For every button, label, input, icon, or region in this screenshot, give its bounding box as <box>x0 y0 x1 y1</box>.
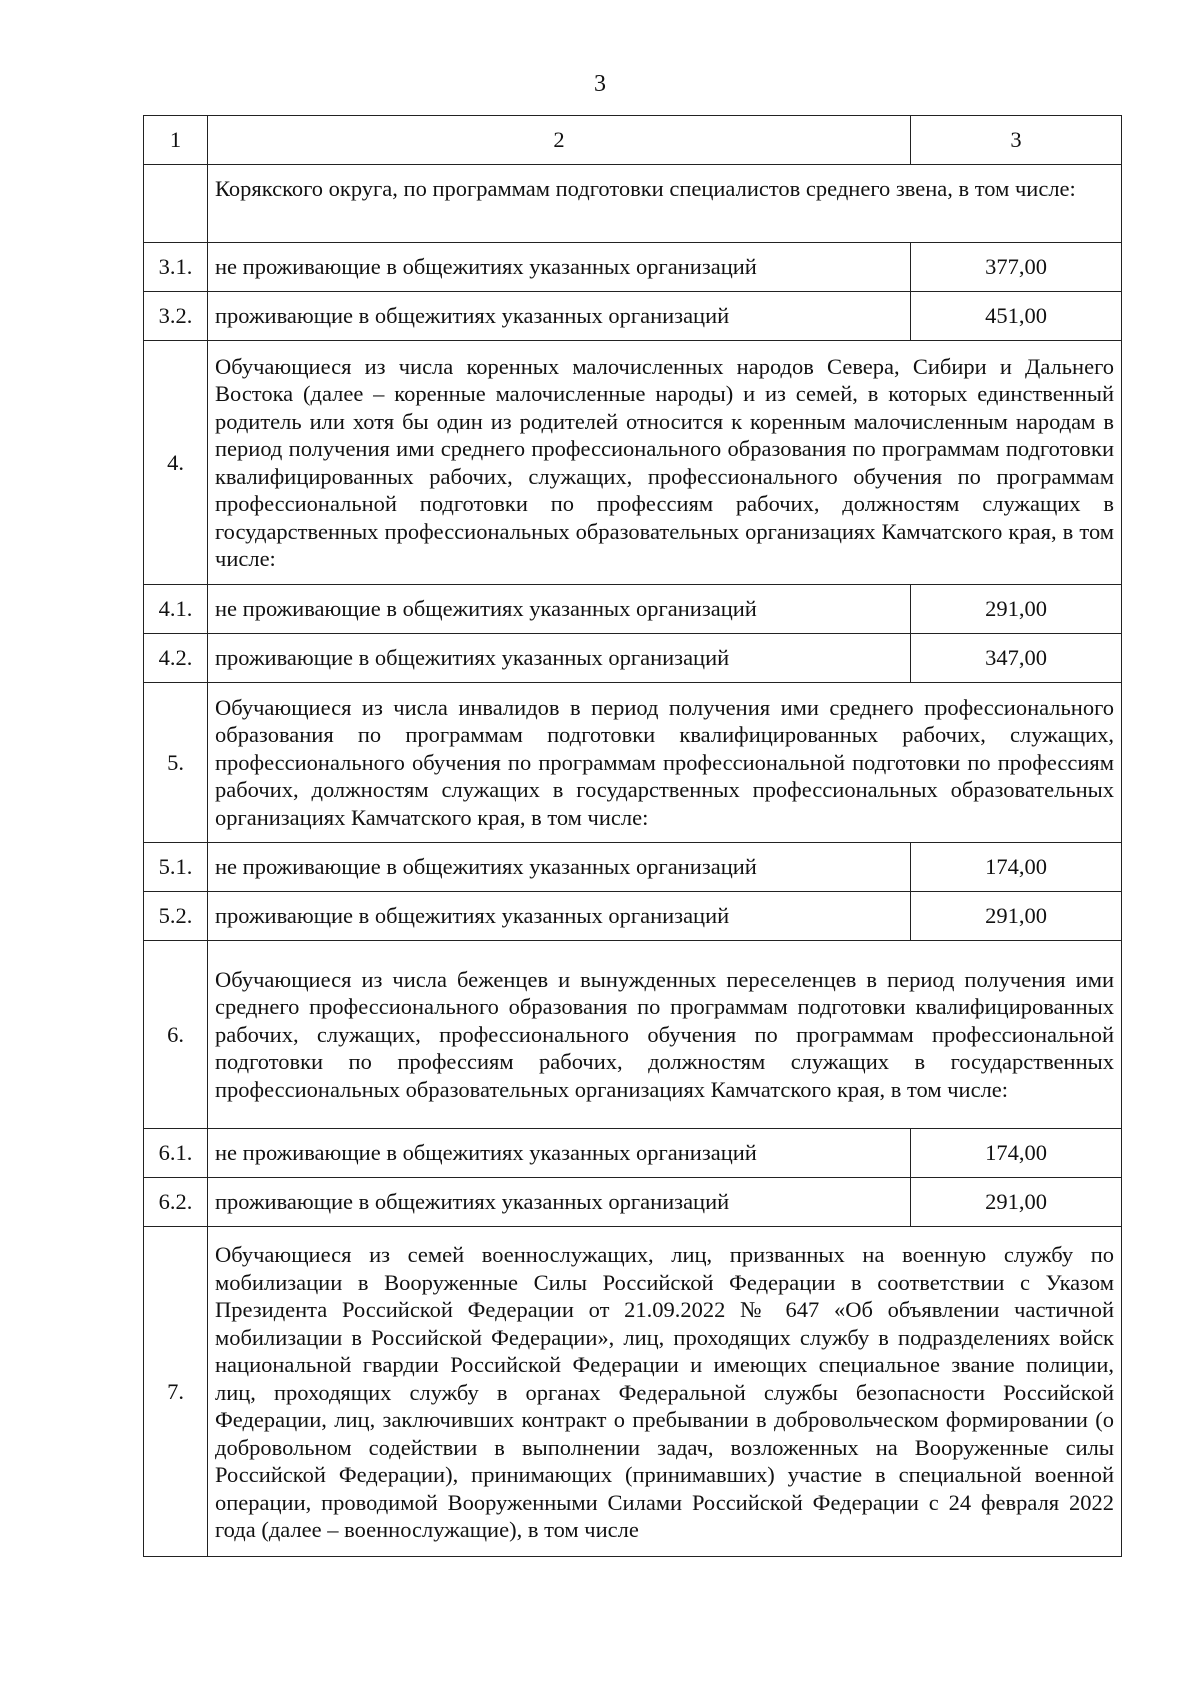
row-text: проживающие в общежитиях указанных организаций <box>208 1178 911 1227</box>
row-text: проживающие в общежитиях указанных организаций <box>208 634 911 683</box>
row-value: 291,00 <box>911 585 1122 634</box>
row-number: 6. <box>144 941 208 1129</box>
row-text: Корякского округа, по программам подготовки специалистов среднего звена, в том числе: <box>208 165 1122 243</box>
table-row <box>144 341 1122 585</box>
table-row <box>144 243 1122 292</box>
row-number: 6.1. <box>144 1129 208 1178</box>
row-number: 4. <box>144 341 208 585</box>
row-value: 347,00 <box>911 634 1122 683</box>
table-row <box>144 1129 1122 1178</box>
row-value: 174,00 <box>911 843 1122 892</box>
column-number-1: 1 <box>144 116 208 165</box>
row-text: не проживающие в общежитиях указанных организаций <box>208 585 911 634</box>
row-text: Обучающиеся из числа беженцев и вынужденных переселенцев в период получения ими среднего профессионального образования по программам подготовки квалифицированных рабочих, служащих, профессионального обучения по программам профессиональной подготовки по профессиям рабочих, должностям служащих в государственных профессиональных образовательных организациях Камчатского края, в том числе: <box>208 941 1122 1129</box>
table-row <box>144 941 1122 1129</box>
table-row <box>144 634 1122 683</box>
row-value: 291,00 <box>911 1178 1122 1227</box>
row-number: 3.1. <box>144 243 208 292</box>
row-number: 5.1. <box>144 843 208 892</box>
row-value: 377,00 <box>911 243 1122 292</box>
row-number: 3.2. <box>144 292 208 341</box>
row-value: 451,00 <box>911 292 1122 341</box>
table-row <box>144 683 1122 843</box>
row-text: не проживающие в общежитиях указанных организаций <box>208 1129 911 1178</box>
table-row <box>144 165 1122 243</box>
row-text: не проживающие в общежитиях указанных организаций <box>208 243 911 292</box>
row-value: 291,00 <box>911 892 1122 941</box>
page-number: 3 <box>594 71 606 97</box>
table-row <box>144 585 1122 634</box>
table-row <box>144 843 1122 892</box>
row-number: 4.2. <box>144 634 208 683</box>
row-number: 7. <box>144 1227 208 1557</box>
benefits-table <box>143 115 1122 1557</box>
row-number: 4.1. <box>144 585 208 634</box>
column-number-3: 3 <box>911 116 1122 165</box>
row-number: 5.2. <box>144 892 208 941</box>
row-text: проживающие в общежитиях указанных организаций <box>208 892 911 941</box>
row-text: Обучающиеся из числа инвалидов в период получения ими среднего профессионального образования по программам подготовки квалифицированных рабочих, служащих, профессионального обучения по программам профессиональной подготовки по профессиям рабочих, должностям служащих в государственных профессиональных образовательных организациях Камчатского края, в том числе: <box>208 683 1122 843</box>
column-number-2: 2 <box>208 116 911 165</box>
row-text: Обучающиеся из семей военнослужащих, лиц, призванных на военную службу по мобилизации в Вооруженные Силы Российской Федерации в соответствии с Указом Президента Российской Федерации от 21.09.2022 № 647 «Об объявлении частичной мобилизации в Российской Федерации», лиц, проходящих службу в подразделениях войск национальной гвардии Российской Федерации и имеющих специальное звание полиции, лиц, проходящих службу в органах Федеральной службы безопасности Российской Федерации, лиц, заключивших контракт о пребывании в добровольческом формировании (о добровольном содействии в выполнении задач, возложенных на Вооруженные силы Российской Федерации), принимающих (принимавших) участие в специальной военной операции, проводимой Вооруженными Силами Российской Федерации с 24 февраля 2022 года (далее – военнослужащие), в том числе <box>208 1227 1122 1557</box>
table-header-row <box>144 116 1122 165</box>
row-text: проживающие в общежитиях указанных организаций <box>208 292 911 341</box>
row-text: Обучающиеся из числа коренных малочисленных народов Севера, Сибири и Дальнего Востока (далее – коренные малочисленные народы) и из семей, в которых единственный родитель или хотя бы один из родителей относится к коренным малочисленным народам в период получения ими среднего профессионального образования по программам подготовки квалифицированных рабочих, служащих, профессионального обучения по программам профессиональной подготовки по профессиям рабочих, должностям служащих в государственных профессиональных образовательных организациях Камчатского края, в том числе: <box>208 341 1122 585</box>
row-number <box>144 165 208 243</box>
row-text: не проживающие в общежитиях указанных организаций <box>208 843 911 892</box>
table-row <box>144 292 1122 341</box>
table-row <box>144 1227 1122 1557</box>
row-number: 5. <box>144 683 208 843</box>
table-row <box>144 1178 1122 1227</box>
row-value: 174,00 <box>911 1129 1122 1178</box>
table-row <box>144 892 1122 941</box>
row-number: 6.2. <box>144 1178 208 1227</box>
